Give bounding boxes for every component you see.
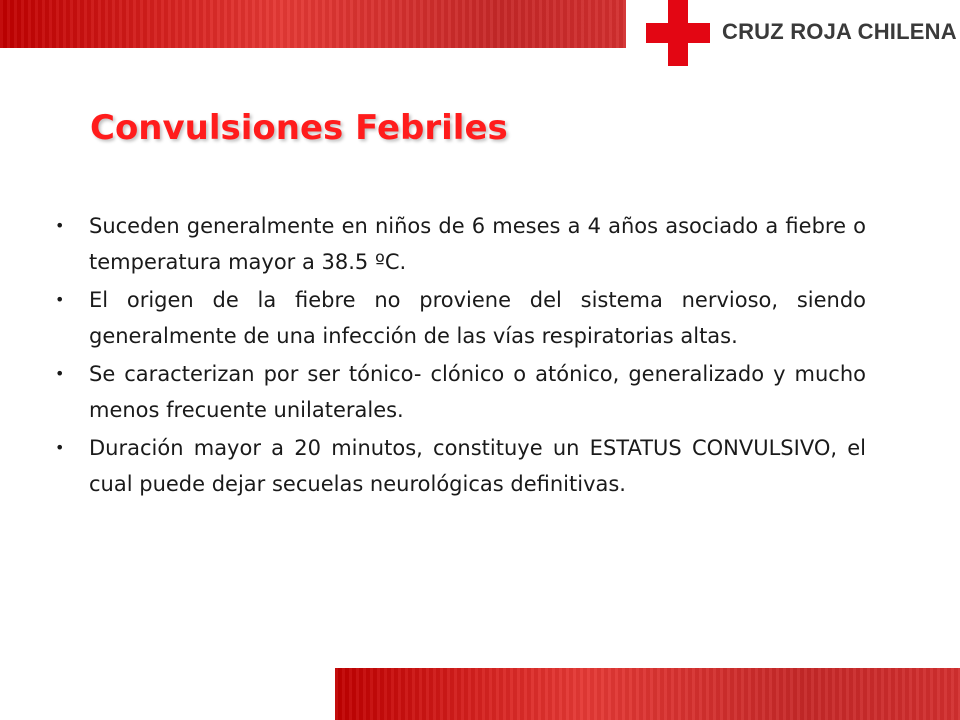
bullet-dot-icon: • <box>55 364 65 383</box>
bullet-item <box>50 356 866 428</box>
cruz-roja-logo <box>646 0 957 70</box>
bullet-text: El origen de la fiebre no proviene del sistema nervioso, siendo generalmente de una infección de las vías respiratorias altas. <box>89 288 866 348</box>
bullet-dot-icon: • <box>55 438 65 457</box>
brand-name: CRUZ ROJA CHILENA <box>722 19 957 44</box>
bullet-item <box>50 282 866 354</box>
bullet-text: Se caracterizan por ser tónico- clónico o atónico, generalizado y mucho menos frecuente unilaterales. <box>89 362 866 422</box>
top-decorative-bar <box>0 0 626 48</box>
bullet-list <box>50 208 866 504</box>
bullet-item <box>50 208 866 280</box>
bullet-dot-icon: • <box>55 290 65 309</box>
bottom-decorative-bar <box>335 668 960 720</box>
bullet-item <box>50 430 866 502</box>
bullet-dot-icon: • <box>55 216 65 235</box>
slide-title: Convulsiones Febriles <box>90 108 508 148</box>
red-cross-icon <box>646 0 710 66</box>
bullet-text: Suceden generalmente en niños de 6 meses a 4 años asociado a fiebre o temperatura mayor a 38.5 ºC. <box>89 214 866 274</box>
bullet-text: Duración mayor a 20 minutos, constituye un ESTATUS CONVULSIVO, el cual puede dejar secuelas neurológicas definitivas. <box>89 436 866 496</box>
